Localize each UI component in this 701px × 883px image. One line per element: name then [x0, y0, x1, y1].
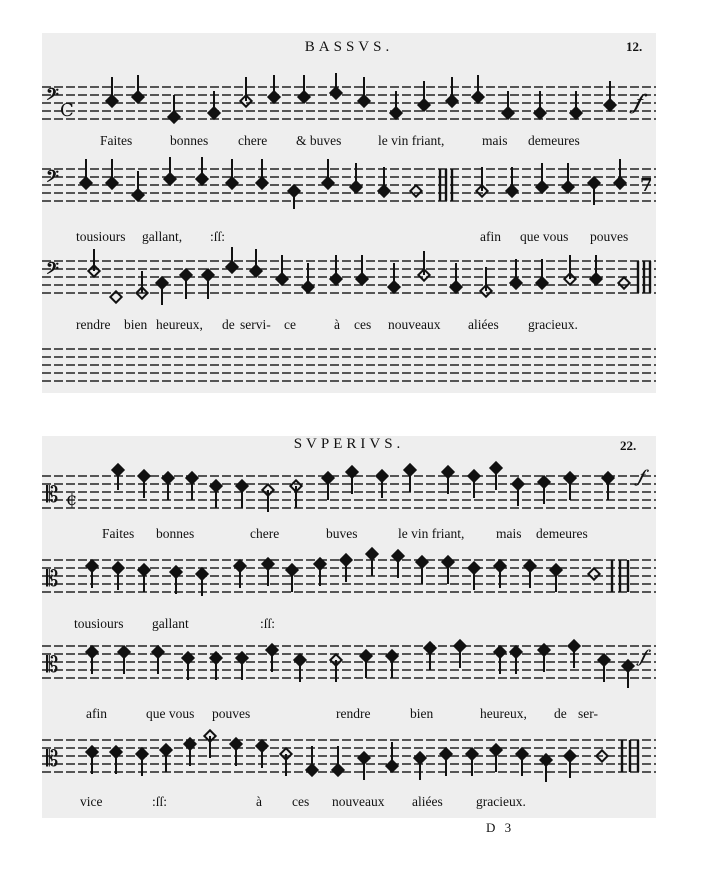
lyric-word: de — [222, 317, 235, 332]
svg-text:¢: ¢ — [66, 489, 78, 510]
lyric-word: ces — [292, 794, 310, 809]
svg-text:𝄢: 𝄢 — [46, 84, 59, 108]
lyric-word: chere — [238, 133, 268, 148]
lyric-word: le vin friant, — [398, 526, 465, 541]
svg-text:C: C — [60, 100, 74, 121]
lyric-word: buves — [326, 526, 358, 541]
lyric-word: aliées — [412, 794, 443, 809]
svg-text:𝆑: 𝆑 — [638, 466, 644, 487]
svg-text:7: 7 — [640, 175, 653, 196]
lyric-word: heureux, — [480, 706, 527, 721]
music-staff — [42, 546, 656, 606]
lyric-word: le vin friant, — [378, 133, 445, 148]
music-staff — [42, 73, 656, 133]
part-title-bassus: BASSVS. — [304, 39, 394, 55]
lyric-word: rendre — [336, 706, 371, 721]
lyric-word: ser- — [578, 706, 598, 721]
lyric-word: pouves — [590, 229, 629, 244]
svg-text:𝄢: 𝄢 — [46, 166, 59, 190]
lyric-word: nouveaux — [388, 317, 441, 332]
lyric-word: ces — [354, 317, 372, 332]
svg-text:𝄢: 𝄢 — [46, 258, 59, 282]
lyric-word: chere — [250, 526, 280, 541]
lyric-word: pouves — [212, 706, 251, 721]
music-staff — [42, 632, 656, 692]
lyric-word: demeures — [528, 133, 580, 148]
repeat-sign: :ſſ: — [152, 794, 168, 809]
music-staff — [42, 462, 656, 522]
lyric-word: que vous — [520, 229, 569, 244]
bassus-panel — [42, 33, 656, 393]
lyric-word: vice — [80, 794, 103, 809]
lyric-word: mais — [482, 133, 508, 148]
lyric-word: rendre — [76, 317, 111, 332]
lyric-word: tousiours — [74, 616, 124, 631]
superius-panel — [42, 436, 656, 818]
lyric-word: à — [334, 317, 340, 332]
lyric-word: nouveaux — [332, 794, 385, 809]
svg-text:𝄡: 𝄡 — [46, 567, 59, 592]
lyric-word: de — [554, 706, 567, 721]
page-number: 22. — [620, 438, 637, 453]
lyric-word: bonnes — [170, 133, 209, 148]
music-staff — [42, 155, 656, 215]
lyric-word: gracieux. — [476, 794, 526, 809]
svg-text:𝄡: 𝄡 — [46, 747, 59, 772]
signature-mark: D 3 — [486, 820, 515, 835]
lyric-word: heureux, — [156, 317, 203, 332]
lyric-word: aliées — [468, 317, 499, 332]
lyric-word: gallant — [152, 616, 189, 631]
page-number: 12. — [626, 39, 643, 54]
repeat-sign: :ſſ: — [260, 616, 276, 631]
lyric-word: bonnes — [156, 526, 195, 541]
lyric-word: & buves — [296, 133, 342, 148]
lyric-word: afin — [480, 229, 501, 244]
music-staff — [42, 247, 656, 307]
lyric-word: gracieux. — [528, 317, 578, 332]
lyric-word: à — [256, 794, 262, 809]
repeat-sign: :ſſ: — [210, 229, 226, 244]
lyric-word: gallant, — [142, 229, 183, 244]
svg-text:𝆑: 𝆑 — [634, 90, 642, 115]
lyric-word: servi- — [240, 317, 271, 332]
lyric-word: bien — [410, 706, 434, 721]
lyric-word: afin — [86, 706, 107, 721]
empty-staff — [42, 335, 656, 395]
svg-text:𝄡: 𝄡 — [46, 653, 59, 678]
svg-text:𝄡: 𝄡 — [46, 483, 59, 508]
lyric-word: mais — [496, 526, 522, 541]
music-staff — [42, 726, 656, 786]
lyric-word: Faites — [100, 133, 133, 148]
lyric-word: tousiours — [76, 229, 126, 244]
lyric-word: demeures — [536, 526, 588, 541]
part-title-superius: SVPERIVS. — [293, 436, 405, 452]
lyric-word: ce — [284, 317, 296, 332]
lyric-word: Faites — [102, 526, 135, 541]
lyric-word: que vous — [146, 706, 195, 721]
lyric-word: bien — [124, 317, 148, 332]
svg-text:𝆑: 𝆑 — [640, 646, 646, 667]
